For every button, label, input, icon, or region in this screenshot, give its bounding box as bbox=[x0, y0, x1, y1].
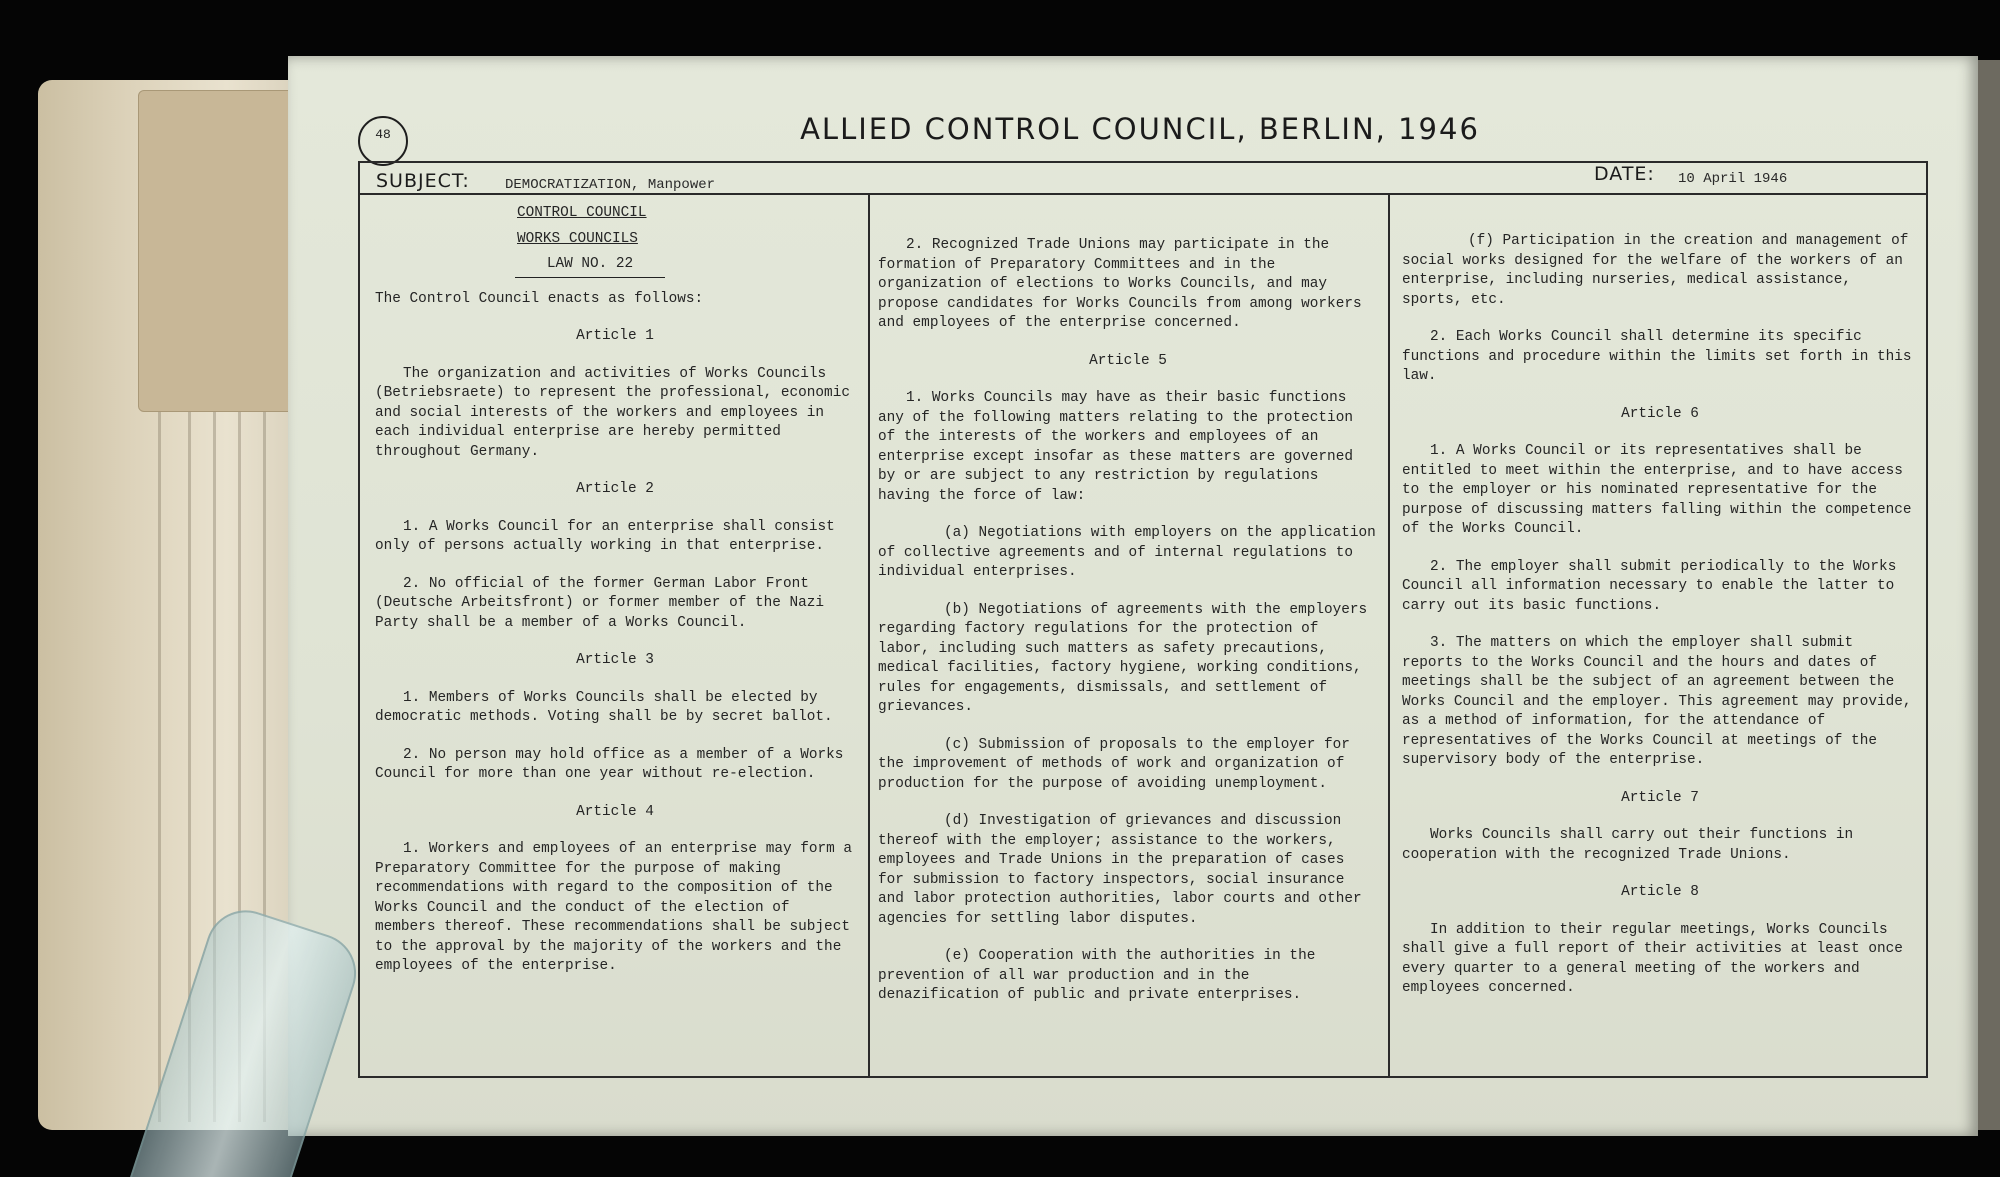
date-label: DATE: bbox=[1594, 163, 1655, 185]
law-number: LAW NO. 22 bbox=[515, 255, 665, 278]
article-5-item-c: (c) Submission of proposals to the employer for the improvement of methods of work and organization of production for the purpose of avoiding unemployment. bbox=[878, 736, 1350, 792]
article-5-item-e: (e) Cooperation with the authorities in the prevention of all war production and in the denazification of public and private enterprises. bbox=[878, 948, 1316, 1003]
column-3 bbox=[1402, 232, 1918, 1017]
article-5-item-b: (b) Negotiations of agreements with the employers regarding factory regulations for the protection of labor, including such matters as safety precautions, medical facilities, factory hygiene, working conditions, rules for engagements, dismissals, and settlement of grievances. bbox=[878, 601, 1368, 715]
heading-works-councils: WORKS COUNCILS bbox=[517, 230, 638, 247]
subject-value: DEMOCRATIZATION, Manpower bbox=[505, 177, 716, 193]
article-8-text: In addition to their regular meetings, Works Councils shall give a full report of their activities at least once every quarter to a general meeting of the workers and employees concerned. bbox=[1402, 921, 1903, 996]
article-6-title: Article 6 bbox=[1621, 405, 1699, 422]
article-1-title: Article 1 bbox=[576, 328, 654, 344]
article-3-para-1: 1. Members of Works Councils shall be elected by democratic methods. Voting shall be by secret ballot. bbox=[375, 689, 833, 725]
article-5-title: Article 5 bbox=[1089, 352, 1167, 369]
article-4-para-1: 1. Workers and employees of an enterprise may form a Preparatory Committee for the purpose of making recommendations with regard to the composition of the Works Council and the conduct of the election of members thereof. These recommendations shall be subject to the approval by the majority of the workers and the employees of the enterprise. bbox=[375, 841, 853, 974]
page-number: 48 bbox=[358, 116, 408, 166]
article-4-title: Article 4 bbox=[576, 803, 654, 820]
article-5-item-a: (a) Negotiations with employers on the application of collective agreements and of internal regulations to individual enterprises. bbox=[878, 525, 1376, 580]
law-heading bbox=[375, 204, 855, 278]
column-2 bbox=[878, 236, 1378, 1024]
article-2-title: Article 2 bbox=[576, 481, 654, 497]
article-5-item-f: (f) Participation in the creation and management of social works designed for the welfare of the workers of an enterprise, including nurseries, medical assistance, sports, etc. bbox=[1402, 233, 1909, 308]
article-3-para-2: 2. No person may hold office as a member of a Works Council for more than one year without re-election. bbox=[375, 746, 844, 782]
column-divider bbox=[868, 195, 870, 1078]
column-divider bbox=[1388, 195, 1390, 1078]
article-6-para-1: 1. A Works Council or its representatives shall be entitled to meet within the enterprise, and to have access to the employer or his nominated representative for the purpose of discussing matters falling within the competence of the Works Council. bbox=[1402, 443, 1912, 537]
page-title: ALLIED CONTROL COUNCIL, BERLIN, 1946 bbox=[800, 112, 1480, 146]
article-2-para-1: 1. A Works Council for an enterprise shall consist only of persons actually working in that enterprise. bbox=[375, 518, 835, 554]
article-8-title: Article 8 bbox=[1621, 884, 1699, 900]
enacting-clause: The Control Council enacts as follows: bbox=[375, 290, 704, 307]
article-3-title: Article 3 bbox=[576, 652, 654, 668]
article-7-text: Works Councils shall carry out their functions in cooperation with the recognized Trade Unions. bbox=[1402, 827, 1854, 863]
article-6-para-3: 3. The matters on which the employer shall submit reports to the Works Council and the hours and dates of meetings shall be the subject of an agreement between the Works Council and the employer. This agreement may provide, as a method of information, for the attendance of representatives of the Works Council at meetings of the supervisory body of the enterprise. bbox=[1402, 635, 1912, 768]
article-7-title: Article 7 bbox=[1621, 789, 1699, 806]
column-1 bbox=[375, 204, 855, 995]
article-5-para-1: 1. Works Councils may have as their basic functions any of the following matters relating to the protection of the interests of the workers and employees of an enterprise except insofar as these matters are governed by or are subject to any restriction by regulations having the force of law: bbox=[878, 390, 1353, 504]
article-6-para-2: 2. The employer shall submit periodically to the Works Council all information necessary to enable the latter to carry out its basic functions. bbox=[1402, 558, 1897, 614]
date-value: 10 April 1946 bbox=[1678, 171, 1788, 187]
article-5-item-d: (d) Investigation of grievances and discussion thereof with the employer; assistance to the workers, employees and Trade Unions in the preparation of cases for submission to factory inspectors, social insurance and labor protection authorities, labor courts and other agencies for settling labor disputes. bbox=[878, 813, 1362, 927]
subject-label: SUBJECT: bbox=[376, 170, 470, 192]
article-5-para-2: 2. Each Works Council shall determine its specific functions and procedure within the limits set forth in this law. bbox=[1402, 329, 1912, 384]
heading-control-council: CONTROL COUNCIL bbox=[517, 205, 647, 221]
article-2-para-2: 2. No official of the former German Labor Front (Deutsche Arbeitsfront) or former member of the Nazi Party shall be a member of a Works Council. bbox=[375, 575, 825, 631]
article-4-para-2: 2. Recognized Trade Unions may participate in the formation of Preparatory Committees and in the organization of elections to Works Councils, and may propose candidates for Works Councils from among workers and employees of the enterprise concerned. bbox=[878, 237, 1362, 331]
article-1-text: The organization and activities of Works Councils (Betriebsraete) to represent the professional, economic and social interests of the workers and employees in each individual enterprise are hereby permitted throughout Germany. bbox=[375, 365, 850, 460]
